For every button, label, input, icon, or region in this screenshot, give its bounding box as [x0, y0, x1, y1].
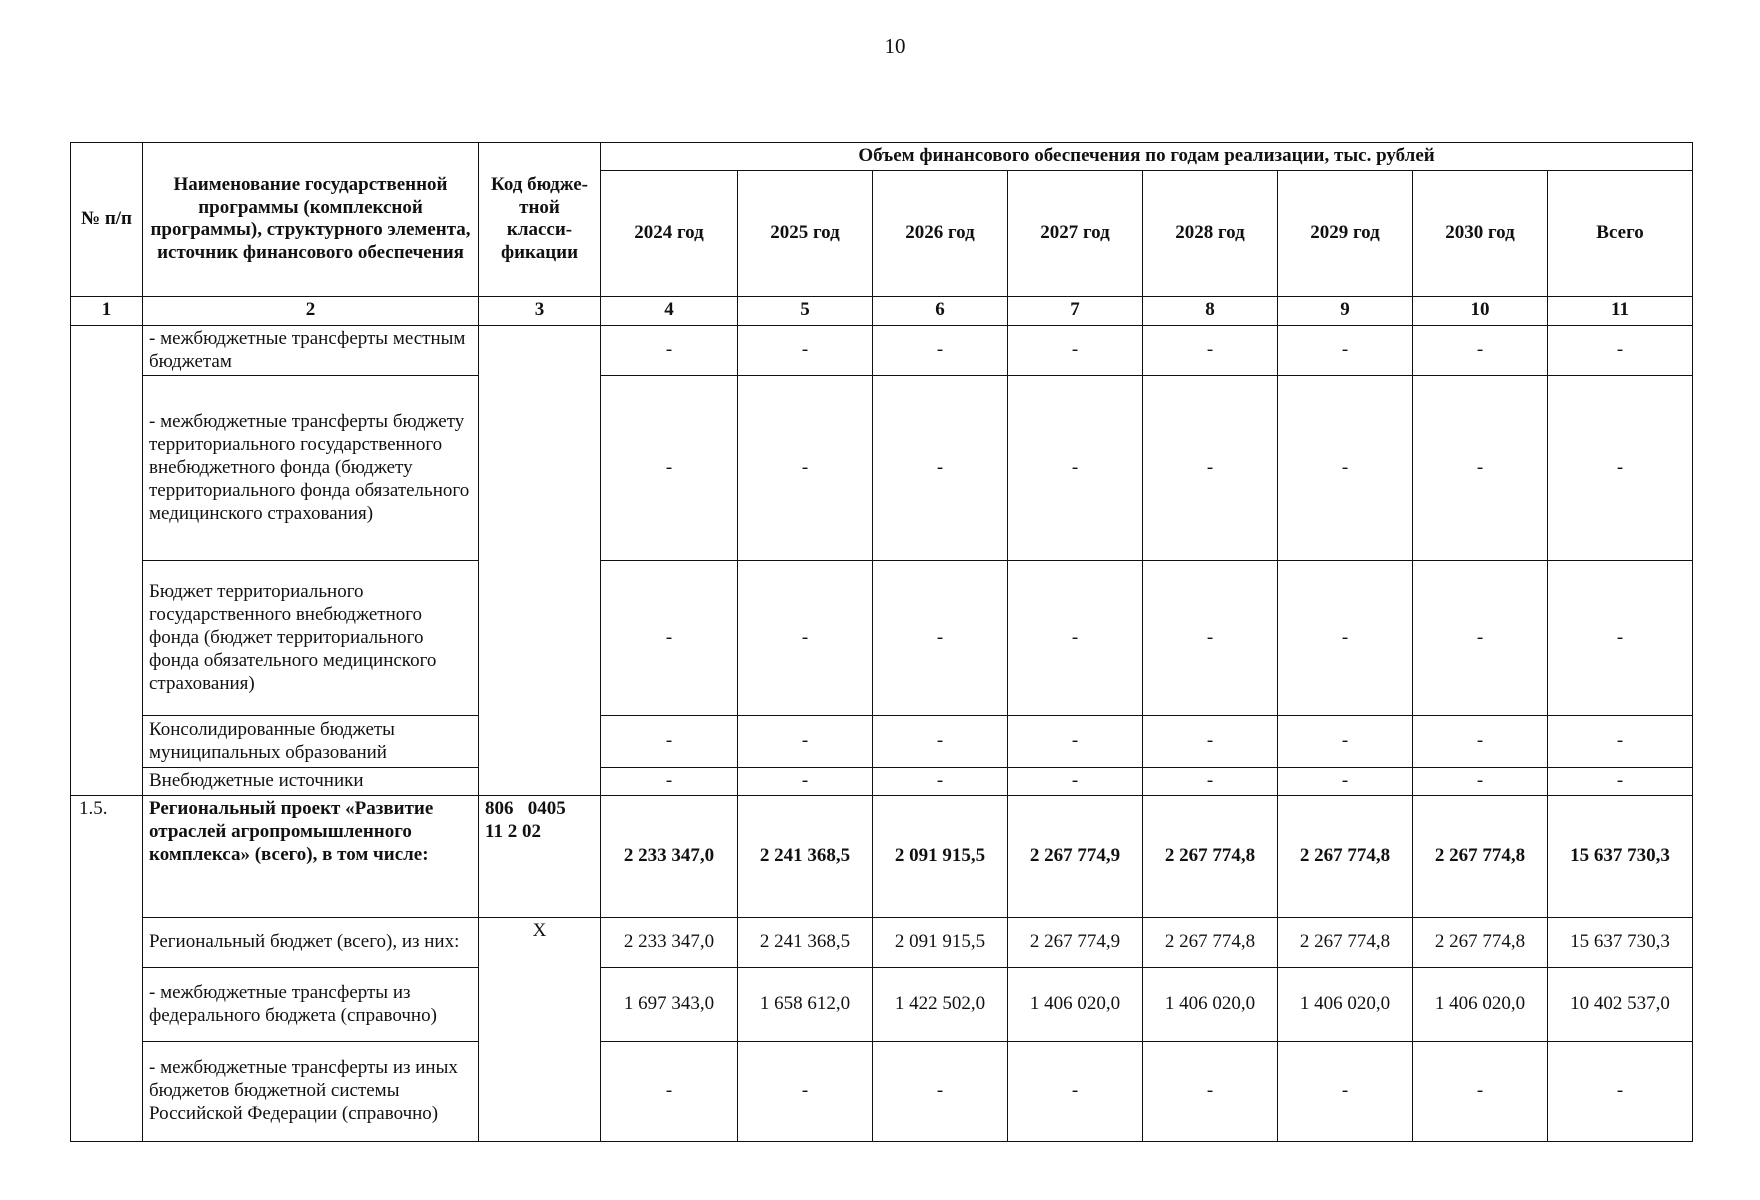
value-cell: -: [1008, 1042, 1143, 1142]
value-cell: 1 658 612,0: [738, 968, 873, 1042]
value-cell: -: [873, 376, 1008, 561]
project-code: 806 0405 11 2 02: [479, 796, 601, 918]
value-cell: 2 267 774,8: [1278, 796, 1413, 918]
value-cell: 1 697 343,0: [601, 968, 738, 1042]
column-number: 1: [71, 296, 143, 325]
value-cell: -: [1548, 561, 1693, 716]
value-cell: 1 422 502,0: [873, 968, 1008, 1042]
value-cell: -: [1143, 376, 1278, 561]
value-cell: -: [738, 376, 873, 561]
table-row: [71, 716, 1693, 768]
index-cell: [71, 325, 143, 795]
value-cell: 1 406 020,0: [1143, 968, 1278, 1042]
value-cell: -: [1008, 325, 1143, 376]
header-funding: Объем финансового обеспечения по годам реализации, тыс. рублей: [601, 143, 1693, 171]
header-year: 2025 год: [738, 170, 873, 296]
row-name: - межбюджетные трансферты из иных бюджетов бюджетной системы Российской Федерации (справочно): [143, 1042, 479, 1142]
value-cell: -: [1548, 376, 1693, 561]
column-number: 6: [873, 296, 1008, 325]
value-cell: 2 091 915,5: [873, 918, 1008, 968]
value-cell: -: [1278, 716, 1413, 768]
value-cell: -: [601, 561, 738, 716]
value-cell: -: [873, 768, 1008, 796]
value-cell: -: [873, 716, 1008, 768]
value-cell: 2 267 774,8: [1413, 918, 1548, 968]
column-number: 4: [601, 296, 738, 325]
value-cell: -: [1008, 768, 1143, 796]
row-name: Бюджет территориального государственного внебюджетного фонда (бюджет территориального фонда обязательного медицинского страхования): [143, 561, 479, 716]
value-cell: -: [1413, 325, 1548, 376]
value-cell: -: [873, 1042, 1008, 1142]
funding-table: [70, 142, 1693, 1142]
column-number: 5: [738, 296, 873, 325]
header-total: Всего: [1548, 170, 1693, 296]
value-cell: -: [1008, 716, 1143, 768]
value-cell: 15 637 730,3: [1548, 918, 1693, 968]
row-name: - межбюджетные трансферты местным бюджетам: [143, 325, 479, 376]
value-cell: 2 267 774,8: [1143, 918, 1278, 968]
table-row: [71, 376, 1693, 561]
value-cell: -: [1413, 1042, 1548, 1142]
value-cell: 10 402 537,0: [1548, 968, 1693, 1042]
value-cell: 2 091 915,5: [873, 796, 1008, 918]
value-cell: -: [1143, 716, 1278, 768]
header-year: 2027 год: [1008, 170, 1143, 296]
value-cell: -: [1278, 1042, 1413, 1142]
value-cell: -: [738, 561, 873, 716]
value-cell: -: [738, 325, 873, 376]
value-cell: -: [1413, 768, 1548, 796]
value-cell: -: [1143, 768, 1278, 796]
value-cell: -: [738, 716, 873, 768]
value-cell: -: [1413, 376, 1548, 561]
value-cell: -: [1548, 716, 1693, 768]
value-cell: 15 637 730,3: [1548, 796, 1693, 918]
code-cell: [479, 325, 601, 795]
value-cell: -: [601, 325, 738, 376]
row-name: Региональный бюджет (всего), из них:: [143, 918, 479, 968]
x-mark: Х: [479, 918, 601, 1142]
value-cell: -: [1413, 561, 1548, 716]
value-cell: 2 233 347,0: [601, 796, 738, 918]
value-cell: -: [1548, 1042, 1693, 1142]
project-name: Региональный проект «Развитие отраслей агропромышленного комплекса» (всего), в том числе:: [143, 796, 479, 918]
row-name: - межбюджетные трансферты из федерального бюджета (справочно): [143, 968, 479, 1042]
header-year: 2030 год: [1413, 170, 1548, 296]
value-cell: -: [873, 561, 1008, 716]
value-cell: -: [601, 1042, 738, 1142]
project-row: [71, 796, 1693, 918]
value-cell: 2 267 774,9: [1008, 796, 1143, 918]
value-cell: -: [1278, 325, 1413, 376]
column-number: 9: [1278, 296, 1413, 325]
header-year: 2029 год: [1278, 170, 1413, 296]
value-cell: 2 241 368,5: [738, 796, 873, 918]
header-year: 2024 год: [601, 170, 738, 296]
value-cell: 1 406 020,0: [1278, 968, 1413, 1042]
value-cell: -: [601, 716, 738, 768]
table-row: [71, 968, 1693, 1042]
value-cell: -: [1143, 1042, 1278, 1142]
header-name: Наименование государственной программы (комплексной программы), структурного элемента, источник финансового обеспечения: [143, 143, 479, 297]
value-cell: 2 241 368,5: [738, 918, 873, 968]
value-cell: -: [1413, 716, 1548, 768]
value-cell: -: [1278, 561, 1413, 716]
value-cell: -: [1008, 561, 1143, 716]
row-name: Внебюджетные источники: [143, 768, 479, 796]
project-index: 1.5.: [71, 796, 143, 1142]
column-number: 7: [1008, 296, 1143, 325]
column-number: 8: [1143, 296, 1278, 325]
value-cell: -: [1548, 325, 1693, 376]
page-number: 10: [884, 34, 906, 58]
header-no: № п/п: [71, 143, 143, 297]
header-year: 2026 год: [873, 170, 1008, 296]
header-code: Код бюдже-тной класси-фикации: [479, 143, 601, 297]
value-cell: -: [1008, 376, 1143, 561]
column-number-row: [71, 296, 1693, 325]
value-cell: -: [601, 376, 738, 561]
table-row: [71, 918, 1693, 968]
value-cell: -: [1278, 376, 1413, 561]
value-cell: 2 267 774,9: [1008, 918, 1143, 968]
table-row: [71, 561, 1693, 716]
value-cell: -: [1548, 768, 1693, 796]
value-cell: 1 406 020,0: [1008, 968, 1143, 1042]
value-cell: -: [738, 768, 873, 796]
value-cell: -: [1143, 561, 1278, 716]
column-number: 2: [143, 296, 479, 325]
row-name: - межбюджетные трансферты бюджету территориального государственного внебюджетного фонда (бюджету территориального фонда обязательного медицинского страхования): [143, 376, 479, 561]
value-cell: -: [738, 1042, 873, 1142]
value-cell: 2 233 347,0: [601, 918, 738, 968]
table-row: [71, 768, 1693, 796]
value-cell: 1 406 020,0: [1413, 968, 1548, 1042]
value-cell: 2 267 774,8: [1143, 796, 1278, 918]
value-cell: 2 267 774,8: [1413, 796, 1548, 918]
column-number: 11: [1548, 296, 1693, 325]
value-cell: -: [873, 325, 1008, 376]
table-row: [71, 325, 1693, 376]
value-cell: -: [1278, 768, 1413, 796]
value-cell: 2 267 774,8: [1278, 918, 1413, 968]
table-row: [71, 1042, 1693, 1142]
column-number: 3: [479, 296, 601, 325]
column-number: 10: [1413, 296, 1548, 325]
row-name: Консолидированные бюджеты муниципальных образований: [143, 716, 479, 768]
value-cell: -: [1143, 325, 1278, 376]
header-year: 2028 год: [1143, 170, 1278, 296]
value-cell: -: [601, 768, 738, 796]
